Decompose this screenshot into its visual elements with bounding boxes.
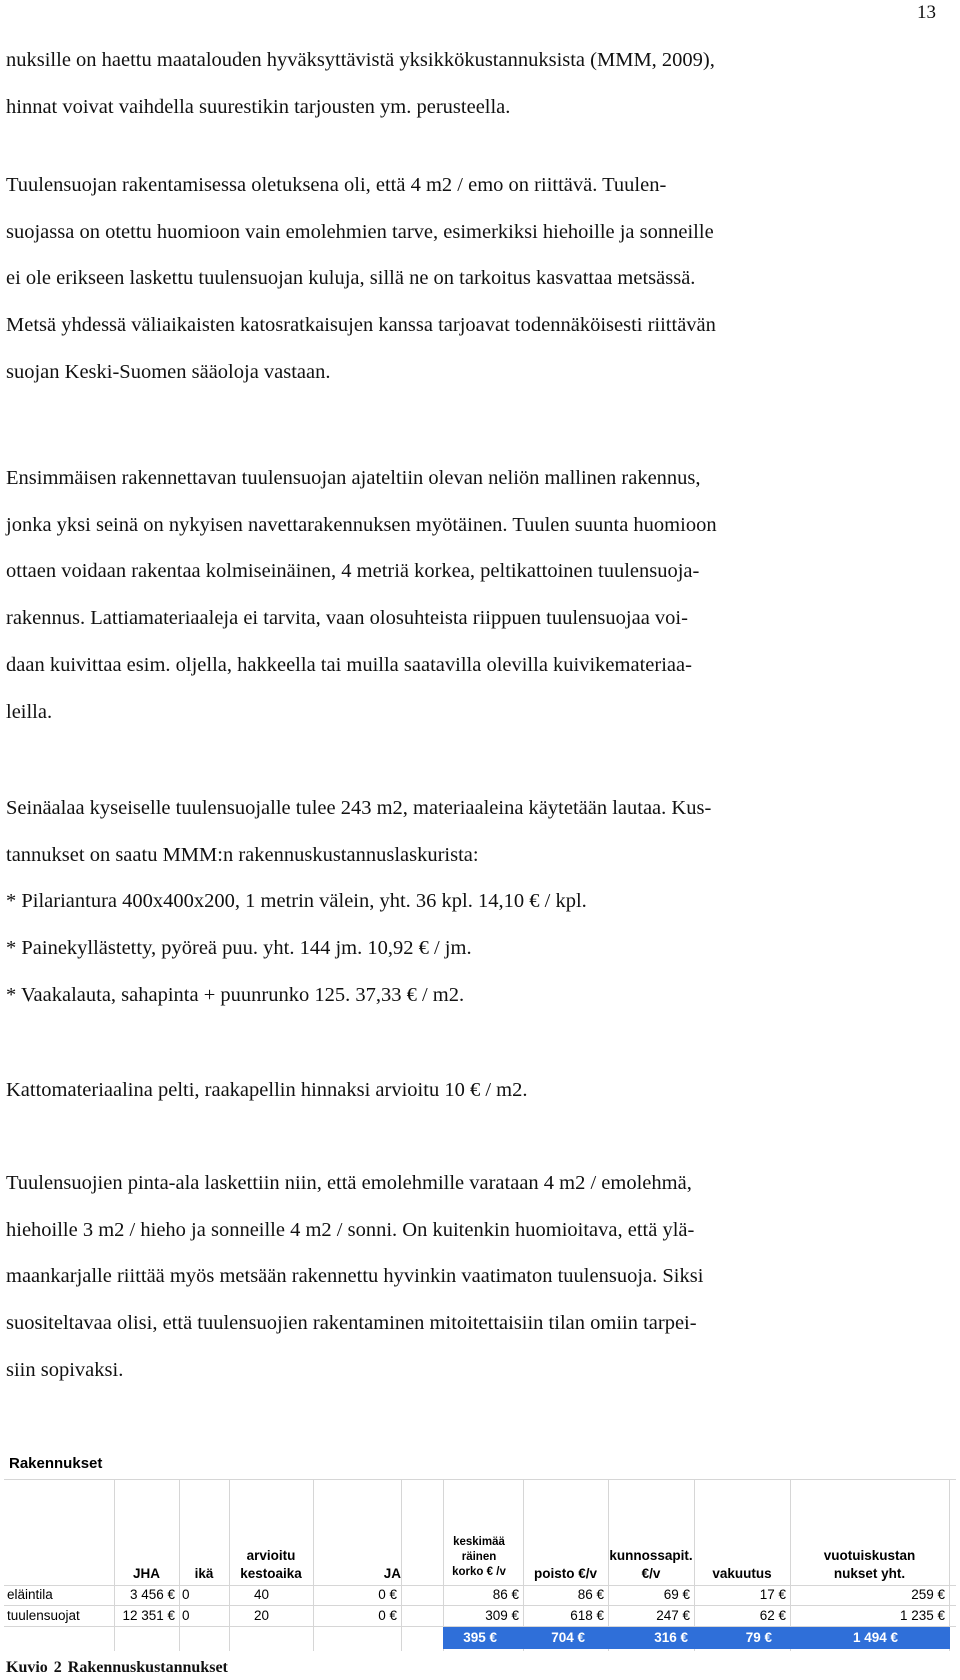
text-line: Ensimmäisen rakennettavan tuulensuojan ajateltiin olevan neliön mallinen rakennus, bbox=[6, 467, 701, 489]
paragraph-1 bbox=[6, 37, 954, 130]
text-line: Tuulensuojien pinta-ala laskettiin niin, että emolehmille varataan 4 m2 / emolehmä, bbox=[6, 1172, 692, 1194]
column-header-vuotuiset bbox=[790, 1547, 949, 1583]
figure-caption: Kuvio 2 Rakennuskustannukset bbox=[6, 1659, 228, 1676]
column-header-ika: ikä bbox=[194, 1566, 214, 1581]
column-header-line: kestoaika bbox=[240, 1566, 302, 1581]
text-line: nuksille on haettu maatalouden hyväksyttävistä yksikkökustannuksista (MMM, 2009), bbox=[6, 49, 715, 71]
row-label: eläintila bbox=[7, 1587, 53, 1602]
total-cell: 1 494 € bbox=[852, 1630, 898, 1645]
table-title: Rakennukset bbox=[9, 1455, 103, 1472]
table-cell: 12 351 € bbox=[122, 1608, 175, 1623]
column-header-poisto: poisto €/v bbox=[533, 1566, 597, 1581]
text-line: rakennus. Lattiamateriaaleja ei tarvita, vaan olosuhteista riippuen tuulensuojaa voi- bbox=[6, 607, 688, 630]
column-header-ja: JA bbox=[383, 1566, 401, 1581]
column-header-line: kunnossapit. bbox=[609, 1548, 693, 1563]
paragraph-5 bbox=[6, 1067, 954, 1114]
column-header-kestoaika bbox=[229, 1547, 313, 1583]
table-cell: 1 235 € bbox=[899, 1608, 945, 1623]
text-line: Kattomateriaalina pelti, raakapellin hinnaksi arvioitu 10 € / m2. bbox=[6, 1079, 528, 1101]
total-cell: 316 € bbox=[654, 1630, 688, 1645]
spreadsheet-image bbox=[4, 1449, 956, 1651]
text-line: suojassa on otettu huomioon vain emolehmien tarve, esimerkiksi hiehoille ja sonneille bbox=[6, 220, 714, 243]
text-line: jonka yksi seinä on nykyisen navettarakennuksen myötäinen. Tuulen suunta huomioon bbox=[6, 513, 717, 536]
text-line: hinnat voivat vaihdella suurestikin tarjousten ym. perusteella. bbox=[6, 95, 511, 118]
table-cell: 86 € bbox=[577, 1587, 604, 1602]
text-line: ottaen voidaan rakentaa kolmiseinäinen, 4 metriä korkea, peltikattoinen tuulensuoja- bbox=[6, 560, 700, 583]
table-cell: 17 € bbox=[759, 1587, 786, 1602]
table-cell: 0 € bbox=[378, 1608, 397, 1623]
text-line: siin sopivaksi. bbox=[6, 1358, 124, 1381]
text-line: Tuulensuojan rakentamisessa oletuksena oli, että 4 m2 / emo on riittävä. Tuulen- bbox=[6, 174, 667, 196]
column-header-vakuutus: vakuutus bbox=[712, 1566, 772, 1581]
table-cell: 0 bbox=[182, 1608, 190, 1623]
table-cell: 69 € bbox=[663, 1587, 690, 1602]
table-cell: 309 € bbox=[485, 1608, 519, 1623]
text-line: * Pilariantura 400x400x200, 1 metrin välein, yht. 36 kpl. 14,10 € / kpl. bbox=[6, 890, 587, 913]
building-costs-figure bbox=[4, 1449, 956, 1651]
paragraph-3 bbox=[6, 455, 954, 735]
column-header-jha: JHA bbox=[132, 1566, 160, 1581]
paragraph-6 bbox=[6, 1160, 954, 1394]
table-cell: 0 € bbox=[378, 1587, 397, 1602]
column-header-line: vuotuiskustan bbox=[823, 1548, 916, 1563]
column-header-line: arvioitu bbox=[246, 1548, 296, 1563]
text-line: leilla. bbox=[6, 700, 53, 723]
table-cell: 20 bbox=[254, 1608, 270, 1623]
table-cell: 3 456 € bbox=[129, 1587, 175, 1602]
text-line: Seinäalaa kyseiselle tuulensuojalle tulee 243 m2, materiaaleina käytetään lautaa. Kus- bbox=[6, 797, 712, 819]
text-line: tannukset on saatu MMM:n rakennuskustannuslaskurista: bbox=[6, 843, 479, 866]
table-cell: 86 € bbox=[492, 1587, 519, 1602]
column-header-line: keskimää bbox=[453, 1536, 505, 1548]
table-cell: 247 € bbox=[656, 1608, 690, 1623]
text-line: ei ole erikseen laskettu tuulensuojan kuluja, sillä ne on tarkoitus kasvattaa metsässä. bbox=[6, 267, 696, 290]
column-header-line: korko € /v bbox=[452, 1566, 506, 1578]
column-header-korko bbox=[434, 1535, 524, 1580]
text-line: Metsä yhdessä väliaikaisten katosratkaisujen kanssa tarjoavat todennäköisesti riittävän bbox=[6, 314, 716, 337]
text-line: * Painekyllästetty, pyöreä puu. yht. 144 jm. 10,92 € / jm. bbox=[6, 937, 472, 960]
page-number: 13 bbox=[917, 2, 936, 23]
text-line: suojan Keski-Suomen sääoloja vastaan. bbox=[6, 360, 331, 383]
text-line: hiehoille 3 m2 / hieho ja sonneille 4 m2 / sonni. On kuitenkin huomioitava, että ylä- bbox=[6, 1218, 695, 1241]
total-cell: 79 € bbox=[745, 1630, 772, 1645]
table-cell: 618 € bbox=[570, 1608, 604, 1623]
text-line: daan kuivittaa esim. oljella, hakkeella tai muilla saatavilla olevilla kuivikemateriaa- bbox=[6, 653, 692, 676]
paragraph-2 bbox=[6, 162, 954, 396]
column-header-line: räinen bbox=[461, 1551, 497, 1563]
column-header-line: €/v bbox=[641, 1566, 661, 1581]
grid-line bbox=[4, 1479, 956, 1480]
table-cell: 259 € bbox=[911, 1587, 945, 1602]
text-line: maankarjalle riittää myös metsään rakennettu hyvinkin vaatimaton tuulensuoja. Siksi bbox=[6, 1265, 704, 1288]
text-line: * Vaakalauta, sahapinta + puunrunko 125. 37,33 € / m2. bbox=[6, 983, 465, 1006]
table-cell: 62 € bbox=[759, 1608, 786, 1623]
total-cell: 704 € bbox=[551, 1630, 585, 1645]
paragraph-4 bbox=[6, 785, 954, 1019]
row-label: tuulensuojat bbox=[7, 1608, 80, 1623]
table-cell: 0 bbox=[182, 1587, 190, 1602]
total-cell: 395 € bbox=[463, 1630, 497, 1645]
table-cell: 40 bbox=[254, 1587, 270, 1602]
column-header-kunnossapito bbox=[608, 1547, 694, 1583]
text-line: suositeltavaa olisi, että tuulensuojien rakentaminen mitoitettaisiin tilan omiin tarpei- bbox=[6, 1312, 697, 1335]
column-header-line: nukset yht. bbox=[833, 1566, 906, 1581]
